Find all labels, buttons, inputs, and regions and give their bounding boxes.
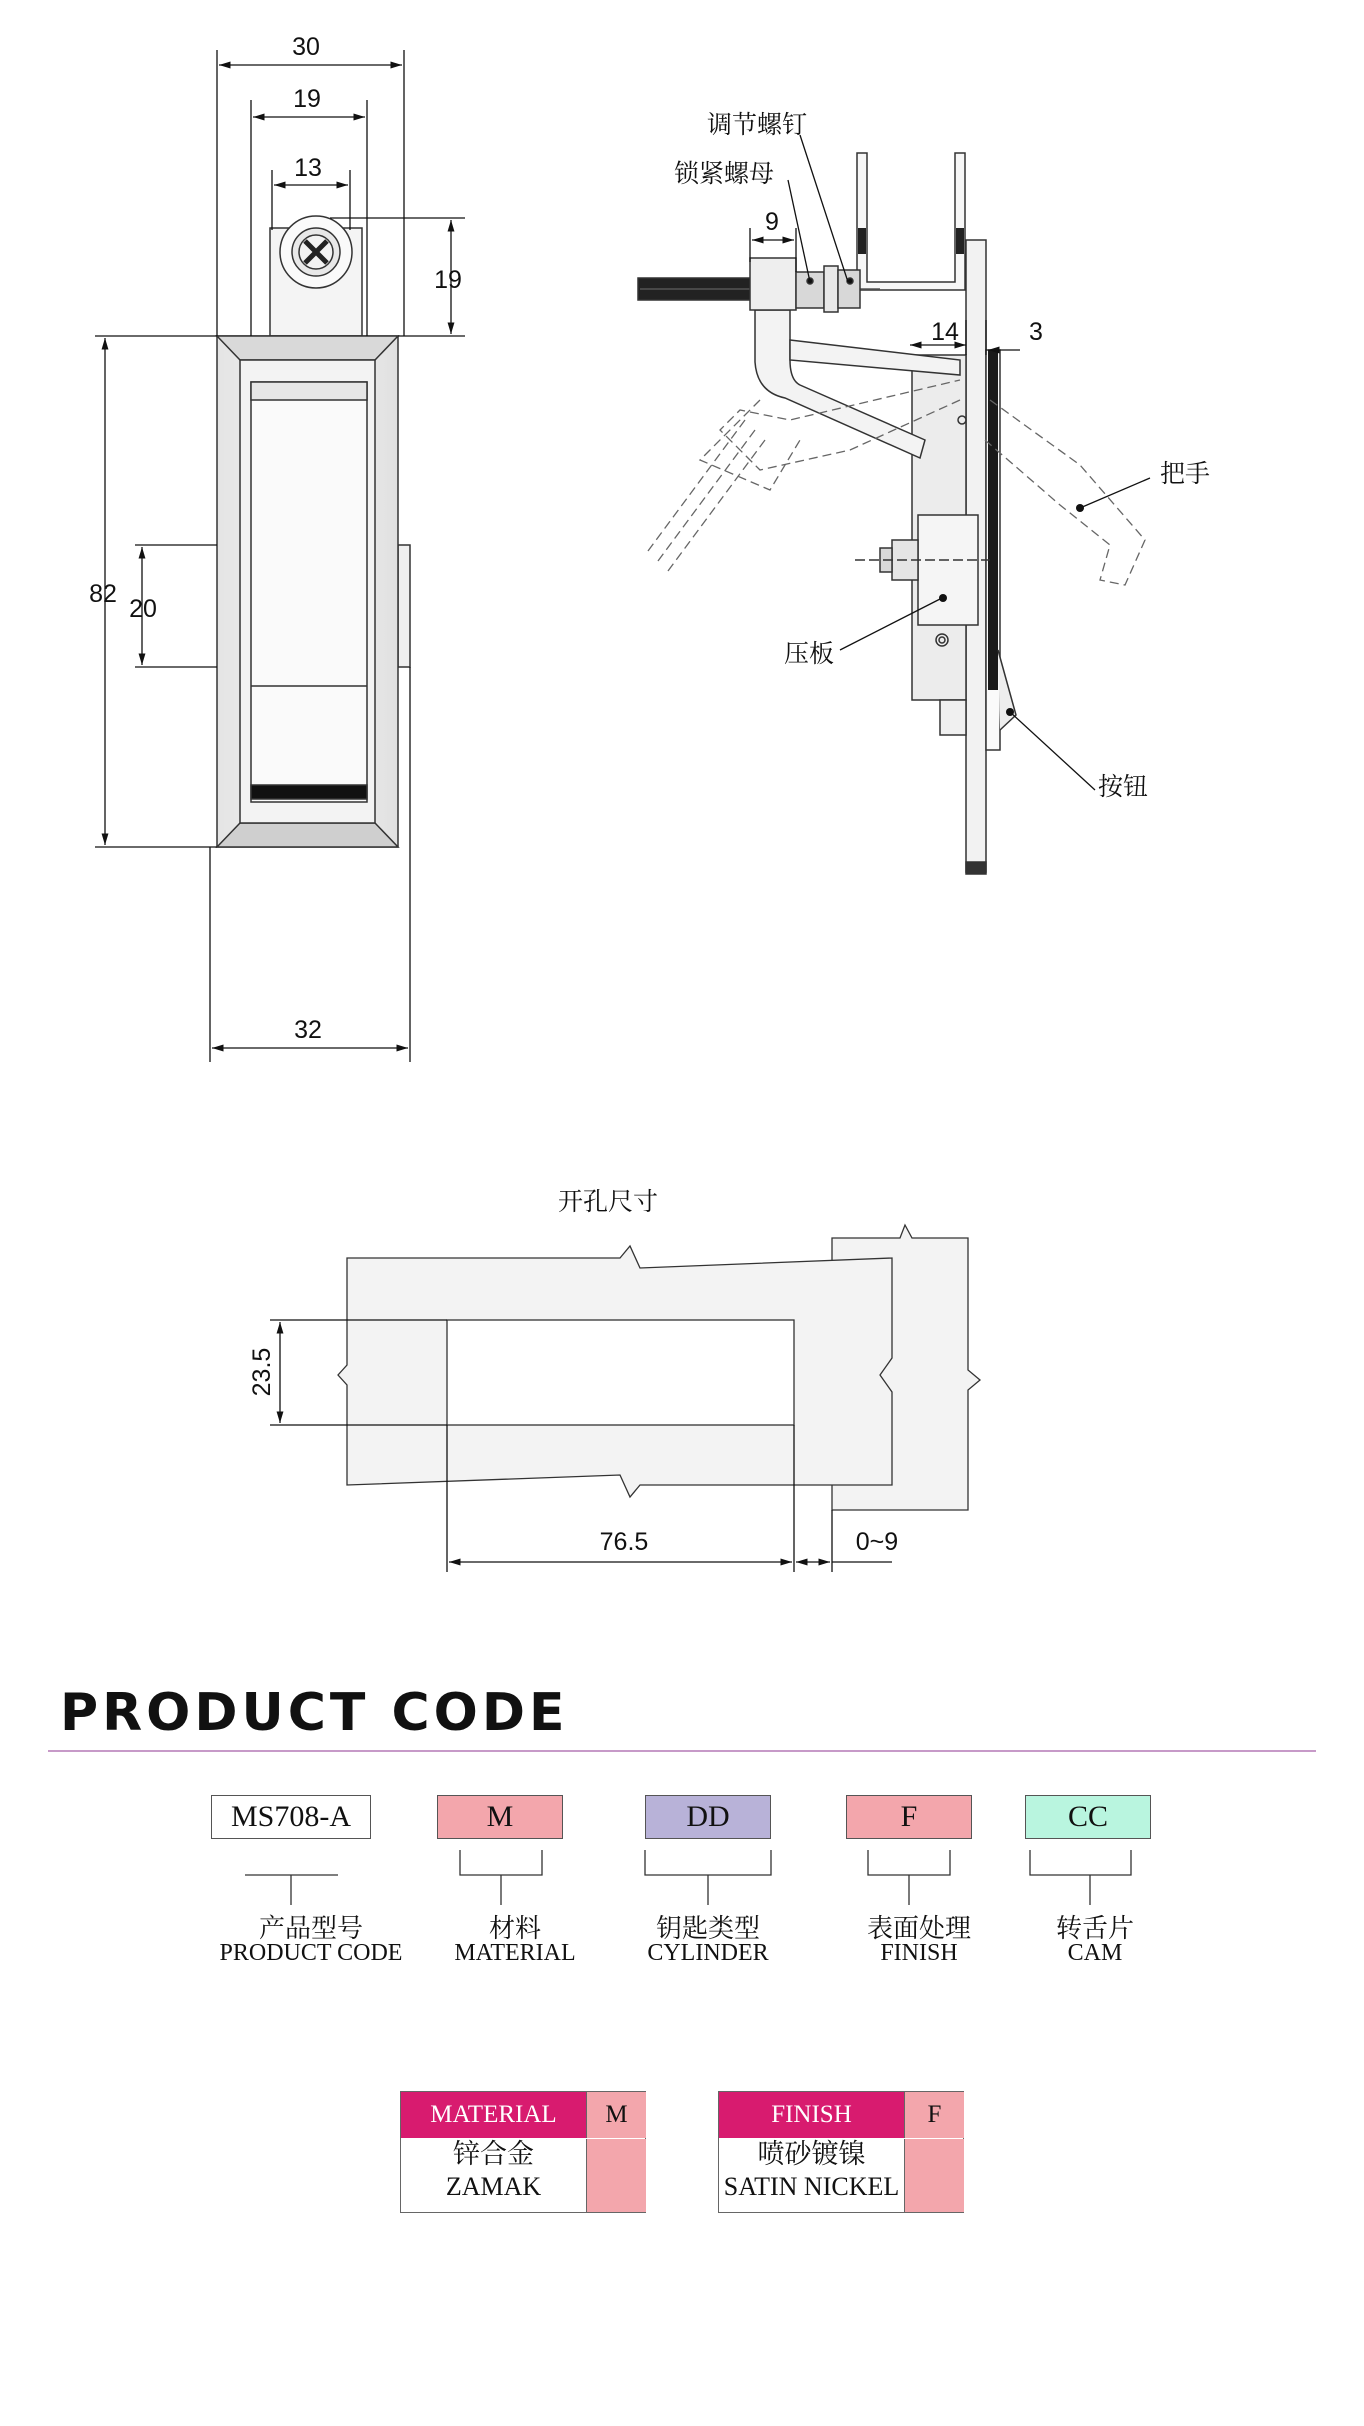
handle-dot (1076, 504, 1084, 512)
code-finish (846, 1795, 972, 1839)
caption-finish-cn: 表面处理 (866, 1914, 971, 1944)
dim-19-top: 19 (293, 85, 321, 113)
dim-9: 9 (765, 208, 779, 236)
caption-finish-en: FINISH (880, 1940, 958, 1966)
product-code-heading: PRODUCT CODE (60, 1683, 569, 1743)
caption-product-model (196, 1914, 426, 1966)
finish-option-swatch (904, 2139, 964, 2212)
material-option-en: ZAMAK (445, 2172, 542, 2201)
code-material-value: M (486, 1800, 514, 1833)
label-handle: 把手 (1160, 459, 1211, 488)
dim-76-5: 76.5 (599, 1528, 649, 1556)
caption-cam-en: CAM (1067, 1940, 1123, 1966)
code-cam (1025, 1795, 1151, 1839)
label-button: 按钮 (1098, 772, 1149, 801)
dim-19-right: 19 (434, 266, 462, 294)
label-lock-nut: 锁紧螺母 (674, 159, 775, 188)
material-option-cn: 锌合金 (453, 2139, 534, 2170)
material-table-code: M (605, 2101, 628, 2128)
finish-table (718, 2091, 964, 2213)
code-product-model-value: MS708-A (230, 1800, 351, 1833)
finish-table-code: F (927, 2101, 942, 2128)
caption-cam-cn: 转舌片 (1055, 1914, 1134, 1944)
material-option-swatch (586, 2139, 646, 2212)
caption-product-model-en: PRODUCT CODE (219, 1940, 403, 1966)
code-cylinder-value: DD (686, 1800, 730, 1833)
material-table-header (401, 2092, 586, 2138)
finish-table-code-header (904, 2092, 964, 2138)
dim-82: 82 (89, 580, 117, 608)
caption-material (425, 1914, 605, 1966)
dim-13: 13 (294, 154, 322, 182)
material-table-option (401, 2139, 586, 2203)
dim-14: 14 (931, 318, 959, 346)
cutout-title: 开孔尺寸 (558, 1187, 659, 1216)
material-table-code-header (586, 2092, 646, 2138)
dim-23-5: 23.5 (248, 1347, 276, 1397)
caption-cylinder-cn: 钥匙类型 (655, 1914, 760, 1944)
finish-table-header-label: FINISH (771, 2101, 852, 2128)
code-product-model (211, 1795, 371, 1839)
caption-material-cn: 材料 (488, 1914, 541, 1944)
caption-cylinder (623, 1914, 793, 1966)
heading-rule (48, 1750, 1316, 1752)
caption-cylinder-en: CYLINDER (647, 1940, 769, 1966)
dim-30: 30 (292, 33, 320, 61)
label-pressure-plate: 压板 (784, 639, 835, 668)
caption-finish (834, 1914, 1004, 1966)
front-view (217, 216, 410, 847)
finish-table-header (719, 2092, 904, 2138)
dim-32: 32 (294, 1016, 322, 1044)
code-cam-value: CC (1067, 1800, 1109, 1833)
code-finish-value: F (900, 1800, 918, 1833)
caption-cam (1030, 1914, 1160, 1966)
dim-3: 3 (1029, 318, 1043, 346)
finish-table-option (719, 2139, 904, 2203)
caption-product-model-cn: 产品型号 (258, 1914, 363, 1944)
finish-option-en: SATIN NICKEL (723, 2172, 900, 2201)
dim-20: 20 (129, 595, 157, 623)
cutout-drawing (338, 1225, 980, 1510)
side-view (638, 153, 1016, 874)
button-dot (1006, 708, 1014, 716)
material-table-header-label: MATERIAL (430, 2101, 557, 2128)
code-material (437, 1795, 563, 1839)
dim-0-9: 0~9 (855, 1528, 899, 1556)
label-adjust-screw: 调节螺钉 (707, 110, 808, 139)
pressure-plate-dot (939, 594, 947, 602)
material-table (400, 2091, 646, 2213)
finish-option-cn: 喷砂镀镍 (757, 2139, 866, 2170)
caption-material-en: MATERIAL (454, 1940, 576, 1966)
code-cylinder (645, 1795, 771, 1839)
